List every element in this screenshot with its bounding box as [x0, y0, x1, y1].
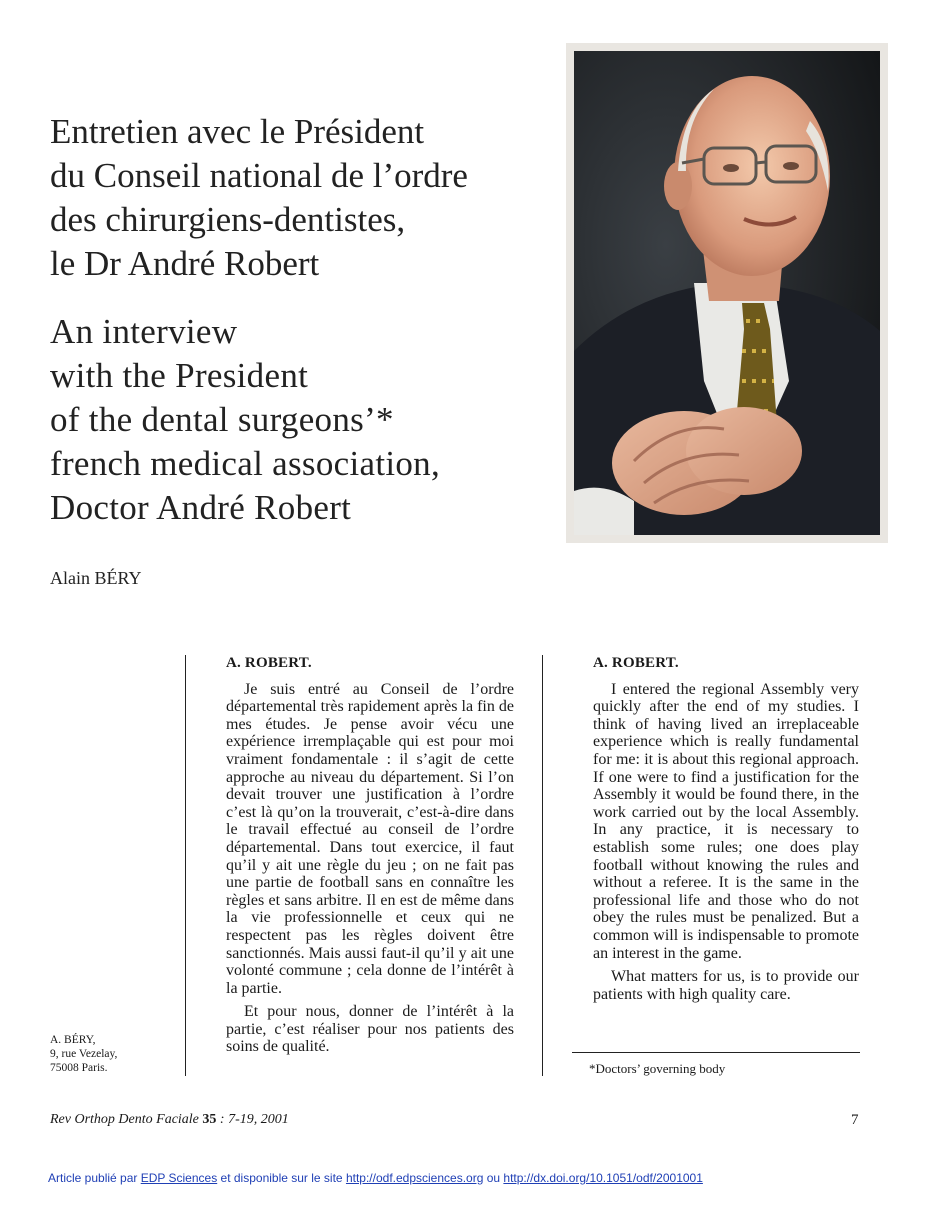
journal-reference	[50, 1112, 289, 1128]
column-french-paragraph: Et pour nous, donner de l’intérêt à la partie, c’est réaliser pour nos patients des soins de qualité.	[226, 1003, 514, 1056]
footnote-rule	[572, 1052, 860, 1053]
column-french-paragraph: Je suis entré au Conseil de l’ordre départemental très rapidement après la fin de mes études. Je pense avoir vécu une expérience irremplaçable qui est pour moi vraiment fondamentale : il s’agit de cette approche au niveau du département. Si l’on devait trouver une justification à l’ordre c’est là qu’on la trouverait, c’est-à-dire dans le travail effectué au conseil de l’ordre départemental. Dans tout exercice, il faut qu’il y ait une règle du jeu ; on ne fait pas une partie de football sans en connaître les règles et sans arbitre. Il en est de même dans la vie professionnelle et ceux qui ne respectent pas les règles doivent être sanctionnés. Mais aussi faut-il qu’il y ait une volonté commune ; cela donne de l’intérêt à la partie.	[226, 680, 514, 997]
title-french-line: des chirurgiens-dentistes,	[50, 200, 406, 239]
address-line: A. BÉRY,	[50, 1034, 96, 1046]
title-english-line: with the President	[50, 356, 309, 395]
title-french-line: du Conseil national de l’ordre	[50, 156, 468, 195]
title-english-line: of the dental surgeons’*	[50, 400, 394, 439]
portrait-photo	[566, 43, 888, 543]
title-english-line: An interview	[50, 312, 238, 351]
column-english-heading: A. ROBERT.	[593, 655, 679, 671]
author-address	[50, 1033, 117, 1075]
column-rule-right	[542, 655, 543, 1076]
journal-name: Rev Orthop Dento Faciale	[50, 1112, 203, 1127]
publisher-link[interactable]: EDP Sciences	[140, 1171, 218, 1185]
column-english	[593, 655, 859, 1009]
footer-or: ou	[483, 1171, 504, 1185]
address-line: 9, rue Vezelay,	[50, 1048, 118, 1060]
column-rule-left	[185, 655, 186, 1076]
title-english-line: Doctor André Robert	[50, 488, 352, 527]
column-english-paragraph: What matters for us, is to provide our patients with high quality care.	[593, 968, 859, 1003]
portrait-illustration	[574, 51, 880, 535]
title-english-line: french medical association,	[50, 444, 441, 483]
title-french	[50, 110, 560, 286]
column-english-paragraph: I entered the regional Assembly very quickly after the end of my studies. I think of having lived an irreplaceable experience which is really fundamental for me: it is about this regional approach. If one were to find a justification for the Assembly it would be found there, in the work carried out by the local Assembly. In any practice, it is necessary to establish some rules; one does play football without knowing the rules and without a referee. It is the same in the professional life and those who do not obey the rules must be penalized. But a common will is indispensable to promote an interest in the game.	[593, 680, 859, 962]
footer-middle: et disponible sur le site	[217, 1171, 346, 1185]
title-english	[50, 310, 560, 530]
journal-volume: 35	[202, 1112, 217, 1127]
author-name: Alain BÉRY	[50, 568, 142, 588]
publisher-footer	[48, 1171, 703, 1185]
journal-pages: : 7-19, 2001	[216, 1112, 289, 1127]
title-french-line: Entretien avec le Président	[50, 112, 425, 151]
doi-link[interactable]: http://dx.doi.org/10.1051/odf/2001001	[503, 1171, 703, 1185]
footnote: *Doctors’ governing body	[589, 1061, 726, 1076]
column-french-heading: A. ROBERT.	[226, 655, 312, 671]
footer-prefix: Article publié par	[48, 1171, 141, 1185]
page-number: 7	[851, 1112, 859, 1128]
column-french	[226, 655, 514, 1062]
title-french-line: le Dr André Robert	[50, 244, 320, 283]
address-line: 75008 Paris.	[50, 1062, 108, 1074]
site-link[interactable]: http://odf.edpsciences.org	[345, 1171, 484, 1185]
